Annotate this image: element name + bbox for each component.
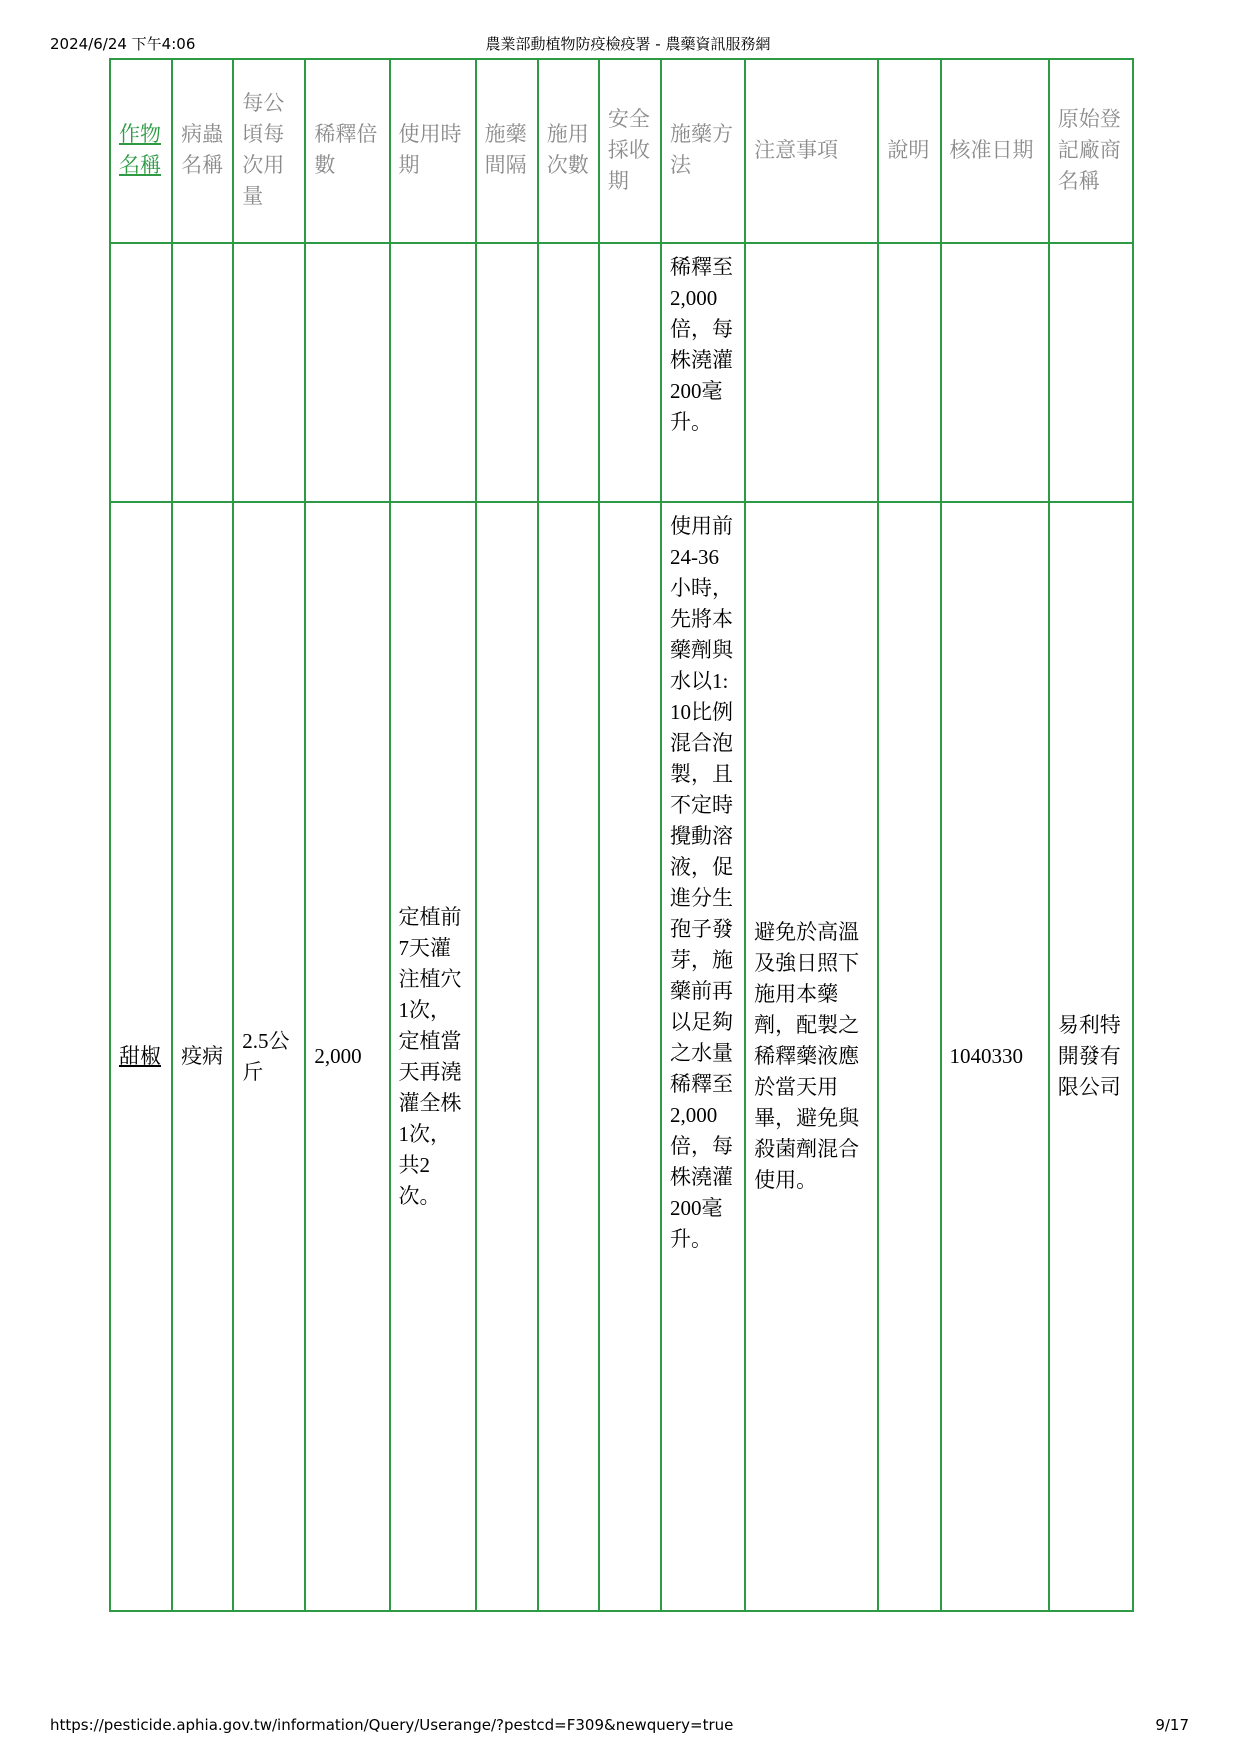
cell-times <box>538 502 599 1611</box>
print-page-title: 農業部動植物防疫檢疫署 - 農藥資訊服務網 <box>485 35 771 53</box>
cell-method-continued: 稀釋至2,000倍，每株澆灌200毫升。 <box>661 243 745 502</box>
cell-desc <box>878 502 940 1611</box>
print-page-number: 9/17 <box>1155 1716 1189 1734</box>
cell-date: 1040330 <box>941 502 1049 1611</box>
cell-empty <box>1049 243 1133 502</box>
cell-empty <box>599 243 661 502</box>
header-dilution: 稀釋倍數 <box>305 59 389 243</box>
table-header-row <box>110 59 1133 243</box>
cell-pest: 疫病 <box>172 502 233 1611</box>
table-row <box>110 502 1133 1611</box>
cell-empty <box>476 243 538 502</box>
cell-empty <box>941 243 1049 502</box>
header-company: 原始登記廠商名稱 <box>1049 59 1133 243</box>
cell-dose: 2.5公斤 <box>233 502 305 1611</box>
cell-timing: 定植前7天灌注植穴1次，定植當天再澆灌全株1次，共2次。 <box>390 502 476 1611</box>
header-dose: 每公頃每次用量 <box>233 59 305 243</box>
table-row-continued <box>110 243 1133 502</box>
cell-method: 使用前24-36小時，先將本藥劑與水以1:10比例混合泡製，且不定時攪動溶液，促進分生孢子發芽，施藥前再以足夠之水量稀釋至2,000倍，每株澆灌200毫升。 <box>661 502 745 1611</box>
cell-empty <box>110 243 172 502</box>
cell-empty <box>172 243 233 502</box>
header-interval: 施藥間隔 <box>476 59 538 243</box>
cell-notes: 避免於高溫及強日照下施用本藥劑，配製之稀釋藥液應於當天用畢，避免與殺菌劑混合使用。 <box>745 502 878 1611</box>
cell-empty <box>390 243 476 502</box>
header-times: 施用次數 <box>538 59 599 243</box>
header-date: 核准日期 <box>941 59 1049 243</box>
header-notes: 注意事項 <box>745 59 878 243</box>
header-timing: 使用時期 <box>390 59 476 243</box>
cell-crop-link[interactable]: 甜椒 <box>110 502 172 1611</box>
print-url: https://pesticide.aphia.gov.tw/information/Query/Userange/?pestcd=F309&newquery=true <box>50 1716 734 1734</box>
usage-range-table <box>109 58 1134 1612</box>
print-datetime: 2024/6/24 下午4:06 <box>50 35 196 53</box>
cell-empty <box>878 243 940 502</box>
cell-empty <box>305 243 389 502</box>
cell-empty <box>233 243 305 502</box>
header-pest: 病蟲名稱 <box>172 59 233 243</box>
header-desc: 說明 <box>878 59 940 243</box>
cell-dilution: 2,000 <box>305 502 389 1611</box>
header-phi: 安全採收期 <box>599 59 661 243</box>
header-crop-link[interactable]: 作物名稱 <box>110 59 172 243</box>
cell-empty <box>538 243 599 502</box>
header-method: 施藥方法 <box>661 59 745 243</box>
cell-interval <box>476 502 538 1611</box>
cell-phi <box>599 502 661 1611</box>
cell-company: 易利特開發有限公司 <box>1049 502 1133 1611</box>
cell-empty <box>745 243 878 502</box>
